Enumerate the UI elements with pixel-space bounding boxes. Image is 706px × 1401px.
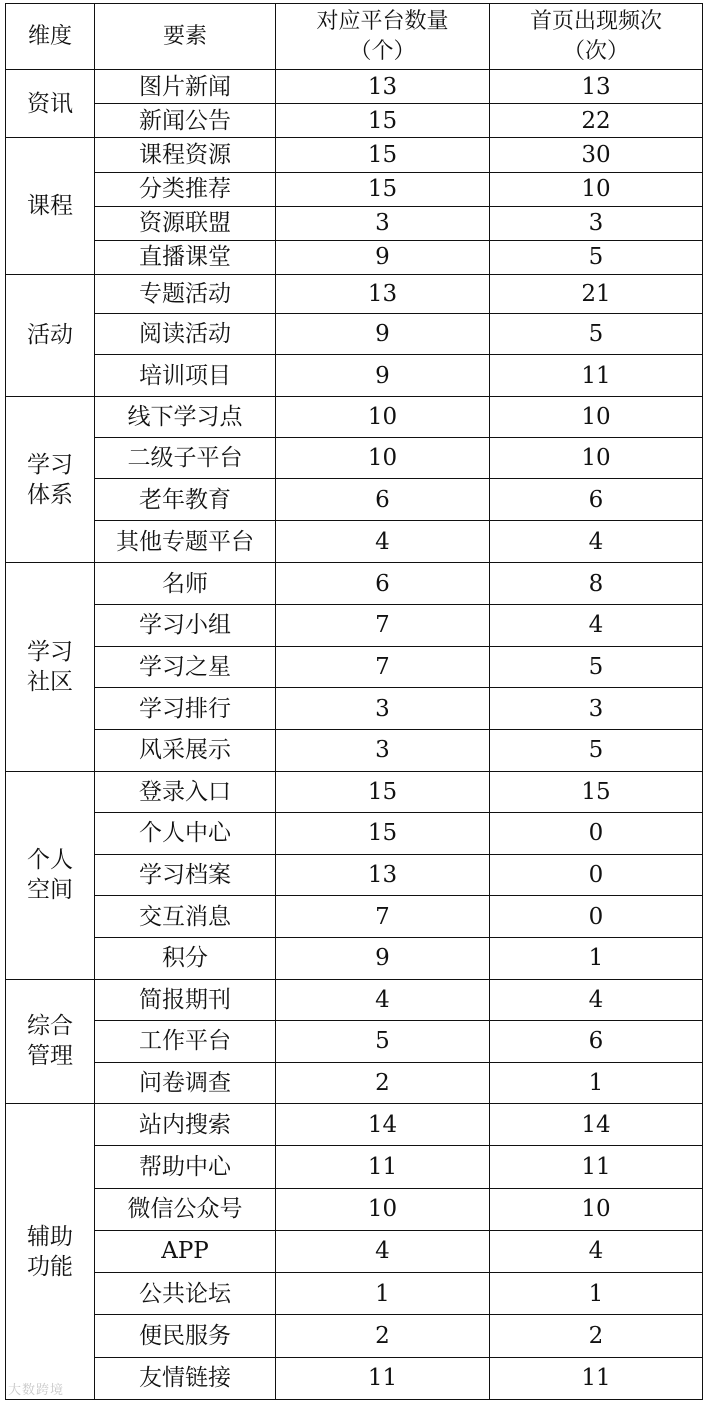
platform-count-cell: 13: [276, 854, 490, 895]
element-cell: APP: [95, 1230, 276, 1272]
platform-count-cell: 11: [276, 1146, 490, 1188]
element-cell: 新闻公告: [95, 104, 276, 138]
homepage-frequency-cell: 4: [490, 979, 703, 1020]
homepage-frequency-cell: 5: [490, 730, 703, 771]
platform-count-cell: 9: [276, 314, 490, 355]
homepage-frequency-cell: 6: [490, 479, 703, 521]
element-cell: 培训项目: [95, 355, 276, 396]
platform-count-cell: 15: [276, 138, 490, 172]
platform-count-cell: 4: [276, 1230, 490, 1272]
platform-count-cell: 15: [276, 812, 490, 854]
platform-count-cell: 7: [276, 896, 490, 938]
dimension-line: 功能: [27, 1253, 73, 1280]
table-row: [6, 479, 703, 521]
element-cell: 专题活动: [95, 275, 276, 314]
element-cell: 直播课堂: [95, 240, 276, 274]
table-row: [6, 1357, 703, 1399]
element-cell: 公共论坛: [95, 1273, 276, 1315]
header-platform-count: [276, 4, 490, 70]
table-row: [6, 138, 703, 172]
header-element: 要素: [95, 4, 276, 70]
homepage-frequency-cell: 10: [490, 1188, 703, 1230]
platform-count-cell: 15: [276, 104, 490, 138]
platform-count-cell: 9: [276, 938, 490, 979]
platform-count-cell: 7: [276, 604, 490, 646]
element-cell: 学习之星: [95, 646, 276, 687]
table-row: [6, 1063, 703, 1104]
element-cell: 阅读活动: [95, 314, 276, 355]
element-cell: 老年教育: [95, 479, 276, 521]
dimension-cell: [6, 1104, 95, 1400]
table-row: [6, 563, 703, 604]
platform-count-cell: 15: [276, 172, 490, 206]
homepage-frequency-cell: 22: [490, 104, 703, 138]
element-cell: 二级子平台: [95, 437, 276, 478]
table-row: [6, 1020, 703, 1062]
header-unit: （次）: [562, 38, 629, 64]
dimension-cell: 活动: [6, 275, 95, 397]
table-row: [6, 355, 703, 396]
platform-count-cell: 10: [276, 396, 490, 437]
dimension-line: 体系: [27, 481, 73, 508]
header-unit: （个）: [349, 38, 416, 64]
homepage-frequency-cell: 5: [490, 646, 703, 687]
table-row: [6, 521, 703, 563]
homepage-frequency-cell: 11: [490, 1146, 703, 1188]
table-row: [6, 938, 703, 979]
element-cell: 友情链接: [95, 1357, 276, 1399]
dimension-cell: [6, 396, 95, 563]
dimension-line: 学习: [27, 639, 73, 665]
platform-count-cell: 13: [276, 70, 490, 104]
homepage-frequency-cell: 13: [490, 70, 703, 104]
homepage-frequency-cell: 10: [490, 396, 703, 437]
table-row: [6, 730, 703, 771]
table-row: [6, 275, 703, 314]
homepage-frequency-cell: 4: [490, 604, 703, 646]
dimension-line: 辅助: [27, 1223, 73, 1250]
platform-count-cell: 3: [276, 206, 490, 240]
platform-count-cell: 6: [276, 563, 490, 604]
watermark: 大数跨境: [8, 1383, 65, 1398]
table-row: [6, 104, 703, 138]
table-row: [6, 896, 703, 938]
homepage-frequency-cell: 3: [490, 206, 703, 240]
element-cell: 分类推荐: [95, 172, 276, 206]
dimension-cell: [6, 563, 95, 771]
element-cell: 线下学习点: [95, 396, 276, 437]
platform-count-cell: 3: [276, 730, 490, 771]
dimension-cell: [6, 979, 95, 1104]
platform-count-cell: 5: [276, 1020, 490, 1062]
element-cell: 学习小组: [95, 604, 276, 646]
table-body: [6, 70, 703, 1400]
element-cell: 学习档案: [95, 854, 276, 895]
homepage-frequency-cell: 6: [490, 1020, 703, 1062]
element-cell: 课程资源: [95, 138, 276, 172]
element-cell: 工作平台: [95, 1020, 276, 1062]
dimension-cell: [6, 771, 95, 979]
homepage-frequency-cell: 1: [490, 1063, 703, 1104]
homepage-frequency-cell: 2: [490, 1315, 703, 1357]
homepage-frequency-cell: 0: [490, 896, 703, 938]
table-row: [6, 1230, 703, 1272]
homepage-frequency-cell: 4: [490, 521, 703, 563]
platform-count-cell: 14: [276, 1104, 490, 1146]
homepage-frequency-cell: 8: [490, 563, 703, 604]
element-cell: 图片新闻: [95, 70, 276, 104]
table-row: [6, 314, 703, 355]
element-cell: 积分: [95, 938, 276, 979]
table-row: [6, 1104, 703, 1146]
table-row: [6, 604, 703, 646]
table-row: [6, 172, 703, 206]
homepage-frequency-cell: 21: [490, 275, 703, 314]
element-cell: 个人中心: [95, 812, 276, 854]
element-cell: 登录入口: [95, 771, 276, 812]
element-cell: 问卷调查: [95, 1063, 276, 1104]
element-cell: 学习排行: [95, 688, 276, 730]
platform-count-cell: 10: [276, 437, 490, 478]
homepage-frequency-cell: 30: [490, 138, 703, 172]
element-cell: 风采展示: [95, 730, 276, 771]
platform-count-cell: 9: [276, 240, 490, 274]
element-cell: 交互消息: [95, 896, 276, 938]
platform-count-cell: 2: [276, 1063, 490, 1104]
homepage-frequency-cell: 5: [490, 314, 703, 355]
table-row: [6, 396, 703, 437]
table-row: [6, 812, 703, 854]
data-table: [5, 3, 703, 1400]
platform-count-cell: 4: [276, 979, 490, 1020]
homepage-frequency-cell: 10: [490, 437, 703, 478]
dimension-line: 综合: [27, 1013, 73, 1040]
homepage-frequency-cell: 4: [490, 1230, 703, 1272]
platform-count-cell: 10: [276, 1188, 490, 1230]
element-cell: 名师: [95, 563, 276, 604]
dimension-cell: 资讯: [6, 70, 95, 138]
platform-count-cell: 11: [276, 1357, 490, 1399]
dimension-line: 个人: [27, 847, 73, 874]
homepage-frequency-cell: 10: [490, 172, 703, 206]
header-line: 对应平台数量: [316, 8, 449, 34]
platform-count-cell: 3: [276, 688, 490, 730]
homepage-frequency-cell: 1: [490, 938, 703, 979]
dimension-line: 学习: [27, 451, 73, 478]
platform-count-cell: 1: [276, 1273, 490, 1315]
table-row: [6, 646, 703, 687]
table-row: [6, 437, 703, 478]
dimension-cell: 课程: [6, 138, 95, 275]
element-cell: 简报期刊: [95, 979, 276, 1020]
homepage-frequency-cell: 1: [490, 1273, 703, 1315]
homepage-frequency-cell: 11: [490, 1357, 703, 1399]
homepage-frequency-cell: 15: [490, 771, 703, 812]
homepage-frequency-cell: 11: [490, 355, 703, 396]
platform-count-cell: 7: [276, 646, 490, 687]
homepage-frequency-cell: 3: [490, 688, 703, 730]
platform-count-cell: 15: [276, 771, 490, 812]
platform-count-cell: 6: [276, 479, 490, 521]
header-homepage-frequency: [490, 4, 703, 70]
table-row: [6, 771, 703, 812]
element-cell: 其他专题平台: [95, 521, 276, 563]
platform-count-cell: 2: [276, 1315, 490, 1357]
homepage-frequency-cell: 14: [490, 1104, 703, 1146]
table-row: [6, 854, 703, 895]
header-dimension: 维度: [6, 4, 95, 70]
header-row: [6, 4, 703, 70]
table-row: [6, 688, 703, 730]
element-cell: 微信公众号: [95, 1188, 276, 1230]
homepage-frequency-cell: 0: [490, 812, 703, 854]
table-row: [6, 240, 703, 274]
dimension-line: 社区: [27, 669, 73, 695]
platform-count-cell: 13: [276, 275, 490, 314]
dimension-line: 管理: [27, 1043, 73, 1070]
table-row: [6, 1188, 703, 1230]
homepage-frequency-cell: 5: [490, 240, 703, 274]
element-cell: 帮助中心: [95, 1146, 276, 1188]
homepage-frequency-cell: 0: [490, 854, 703, 895]
dimension-line: 空间: [27, 877, 73, 904]
element-cell: 便民服务: [95, 1315, 276, 1357]
element-cell: 站内搜索: [95, 1104, 276, 1146]
table-row: [6, 979, 703, 1020]
platform-count-cell: 9: [276, 355, 490, 396]
table-row: [6, 1273, 703, 1315]
header-line: 首页出现频次: [529, 8, 662, 34]
table-row: [6, 1315, 703, 1357]
platform-count-cell: 4: [276, 521, 490, 563]
element-cell: 资源联盟: [95, 206, 276, 240]
table-row: [6, 70, 703, 104]
table-row: [6, 206, 703, 240]
table-row: [6, 1146, 703, 1188]
